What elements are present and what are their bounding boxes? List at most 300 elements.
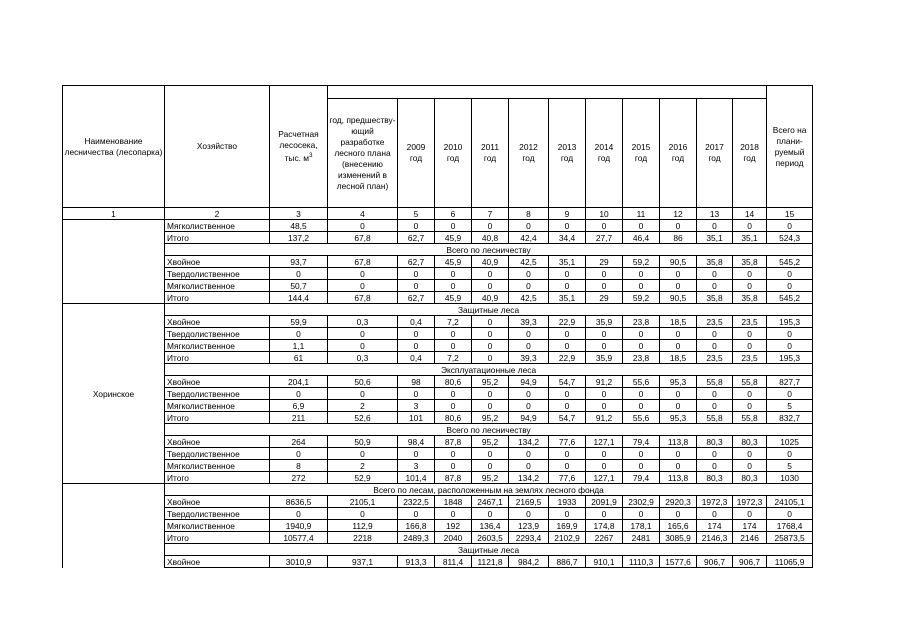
table-row [63, 328, 813, 340]
value-cell: 90,5 [660, 292, 697, 304]
value-cell: 0 [767, 328, 813, 340]
value-cell: 80,6 [435, 376, 472, 388]
value-cell: 0 [549, 268, 586, 280]
value-cell: 0 [733, 268, 767, 280]
value-cell: 0 [328, 220, 398, 232]
value-cell: 0 [509, 388, 549, 400]
value-cell: 0 [549, 388, 586, 400]
value-cell: 0 [697, 220, 733, 232]
value-cell: 80,3 [733, 472, 767, 484]
header-year-2009 [398, 99, 435, 208]
value-cell: 45,9 [435, 292, 472, 304]
value-cell: 0 [509, 508, 549, 520]
value-cell: 0 [398, 280, 435, 292]
value-cell: 79,4 [623, 436, 660, 448]
value-cell: 0 [472, 460, 509, 472]
value-cell: 0 [398, 448, 435, 460]
column-number: 4 [328, 208, 398, 220]
value-cell: 94,9 [509, 412, 549, 424]
value-cell: 2102,9 [549, 532, 586, 544]
value-cell: 18,5 [660, 316, 697, 328]
economy-type-cell: Хвойное [165, 256, 270, 268]
value-cell: 0 [398, 268, 435, 280]
value-cell: 886,7 [549, 556, 586, 568]
header-allowable-cut [270, 86, 328, 208]
value-cell: 0 [623, 460, 660, 472]
value-cell: 906,7 [697, 556, 733, 568]
value-cell: 95,2 [472, 436, 509, 448]
value-cell: 91,2 [586, 376, 623, 388]
year-number: 2011 [480, 142, 499, 152]
value-cell: 54,7 [549, 376, 586, 388]
economy-type-cell: Итого [165, 352, 270, 364]
value-cell: 0 [472, 340, 509, 352]
header-prior-year: год, предшеству-ющий разработке лесного плана (внесению изменений в лесной план) [328, 99, 398, 208]
value-cell: 0 [623, 268, 660, 280]
value-cell: 5 [767, 460, 813, 472]
value-cell: 0 [549, 280, 586, 292]
value-cell: 7,2 [435, 352, 472, 364]
value-cell: 87,8 [435, 472, 472, 484]
value-cell: 832,7 [767, 412, 813, 424]
value-cell: 35,1 [549, 292, 586, 304]
economy-type-cell: Хвойное [165, 316, 270, 328]
value-cell: 0 [472, 508, 509, 520]
value-cell: 80,3 [697, 436, 733, 448]
value-cell: 23,8 [623, 316, 660, 328]
table-body [63, 220, 813, 568]
value-cell: 0 [472, 220, 509, 232]
value-cell: 5 [767, 400, 813, 412]
value-cell: 0 [697, 340, 733, 352]
value-cell: 0 [697, 280, 733, 292]
year-number: 2017 [705, 142, 724, 152]
table-row [63, 220, 813, 232]
table-row [63, 388, 813, 400]
column-number: 15 [767, 208, 813, 220]
value-cell: 62,7 [398, 292, 435, 304]
value-cell: 93,7 [270, 256, 328, 268]
section-label: Защитные леса [165, 304, 813, 316]
value-cell: 2091,9 [586, 496, 623, 508]
value-cell: 35,8 [697, 292, 733, 304]
value-cell: 35,9 [586, 316, 623, 328]
value-cell: 192 [435, 520, 472, 532]
value-cell: 1940,9 [270, 520, 328, 532]
value-cell: 0 [509, 328, 549, 340]
section-label: Защитные леса [165, 544, 813, 556]
value-cell: 0 [623, 328, 660, 340]
value-cell: 80,6 [435, 412, 472, 424]
economy-type-cell: Итого [165, 412, 270, 424]
value-cell: 913,3 [398, 556, 435, 568]
value-cell: 0 [435, 220, 472, 232]
year-number: 2013 [557, 142, 577, 152]
value-cell: 90,5 [660, 256, 697, 268]
value-cell: 0 [472, 448, 509, 460]
value-cell: 0 [472, 400, 509, 412]
value-cell: 0 [398, 340, 435, 352]
value-cell: 0 [733, 388, 767, 400]
value-cell: 174,8 [586, 520, 623, 532]
value-cell: 42,5 [509, 256, 549, 268]
value-cell: 0 [586, 400, 623, 412]
value-cell: 2105,1 [328, 496, 398, 508]
header-year-2012 [509, 99, 549, 208]
value-cell: 52,6 [328, 412, 398, 424]
value-cell: 0 [733, 340, 767, 352]
value-cell: 0 [398, 508, 435, 520]
year-suffix: год [743, 153, 756, 163]
table-row [63, 460, 813, 472]
value-cell: 0 [623, 340, 660, 352]
value-cell: 86 [660, 232, 697, 244]
value-cell: 0 [660, 448, 697, 460]
value-cell: 0 [435, 508, 472, 520]
value-cell: 0 [697, 460, 733, 472]
value-cell: 0 [328, 268, 398, 280]
header-forestry-name: Наименование лесничества (лесопарка) [63, 86, 165, 208]
value-cell: 23,5 [733, 316, 767, 328]
value-cell: 0 [435, 448, 472, 460]
value-cell: 1025 [767, 436, 813, 448]
value-cell: 0 [472, 328, 509, 340]
value-cell: 0 [549, 448, 586, 460]
value-cell: 29 [586, 292, 623, 304]
value-cell: 0 [509, 280, 549, 292]
year-suffix: год [560, 153, 574, 163]
value-cell: 2603,5 [472, 532, 509, 544]
value-cell: 0 [767, 340, 813, 352]
year-suffix: год [446, 153, 460, 163]
year-number: 2016 [668, 142, 688, 152]
value-cell: 0 [328, 508, 398, 520]
value-cell: 0 [660, 280, 697, 292]
economy-type-cell: Твердолиственное [165, 388, 270, 400]
value-cell: 2302,9 [623, 496, 660, 508]
allowable-cut-sup: 3 [309, 153, 313, 160]
table-row [63, 436, 813, 448]
value-cell: 2218 [328, 532, 398, 544]
value-cell: 46,4 [623, 232, 660, 244]
value-cell: 23,5 [697, 316, 733, 328]
value-cell: 0 [549, 508, 586, 520]
economy-type-cell: Твердолиственное [165, 448, 270, 460]
value-cell: 0 [660, 268, 697, 280]
value-cell: 39,3 [509, 316, 549, 328]
value-cell: 134,2 [509, 472, 549, 484]
value-cell: 211 [270, 412, 328, 424]
economy-type-cell: Хвойное [165, 556, 270, 568]
value-cell: 0 [586, 220, 623, 232]
value-cell: 8636,5 [270, 496, 328, 508]
value-cell: 811,4 [435, 556, 472, 568]
year-suffix: год [409, 153, 423, 163]
value-cell: 22,9 [549, 352, 586, 364]
value-cell: 0 [472, 388, 509, 400]
value-cell: 906,7 [733, 556, 767, 568]
value-cell: 95,3 [660, 376, 697, 388]
table-row [63, 280, 813, 292]
value-cell: 0 [733, 328, 767, 340]
value-cell: 50,9 [328, 436, 398, 448]
value-cell: 0 [509, 268, 549, 280]
value-cell: 27,7 [586, 232, 623, 244]
value-cell: 0 [435, 268, 472, 280]
year-suffix: год [483, 153, 497, 163]
value-cell: 545,2 [767, 256, 813, 268]
table-row [63, 400, 813, 412]
value-cell: 101,4 [398, 472, 435, 484]
year-suffix: год [634, 153, 648, 163]
header-year-2013 [549, 99, 586, 208]
column-number: 7 [472, 208, 509, 220]
header-year-2018 [733, 99, 767, 208]
value-cell: 35,1 [733, 232, 767, 244]
value-cell: 55,6 [623, 412, 660, 424]
value-cell: 61 [270, 352, 328, 364]
value-cell: 123,9 [509, 520, 549, 532]
value-cell: 0 [660, 340, 697, 352]
value-cell: 18,5 [660, 352, 697, 364]
value-cell: 2920,3 [660, 496, 697, 508]
section-row [63, 364, 813, 376]
value-cell: 0 [660, 220, 697, 232]
value-cell: 23,5 [697, 352, 733, 364]
value-cell: 42,5 [509, 292, 549, 304]
value-cell: 0 [270, 388, 328, 400]
year-number: 2010 [443, 142, 463, 152]
value-cell: 0 [697, 508, 733, 520]
section-label: Всего по лесничеству [165, 424, 813, 436]
value-cell: 2146,3 [697, 532, 733, 544]
value-cell: 134,2 [509, 436, 549, 448]
value-cell: 0 [767, 388, 813, 400]
value-cell: 0 [549, 328, 586, 340]
value-cell: 0 [660, 508, 697, 520]
value-cell: 0 [398, 388, 435, 400]
value-cell: 984,2 [509, 556, 549, 568]
value-cell: 1110,3 [623, 556, 660, 568]
economy-type-cell: Твердолиственное [165, 268, 270, 280]
value-cell: 178,1 [623, 520, 660, 532]
header-year-2015 [623, 99, 660, 208]
value-cell: 62,7 [398, 232, 435, 244]
value-cell: 2322,5 [398, 496, 435, 508]
economy-type-cell: Итого [165, 472, 270, 484]
year-suffix: год [522, 153, 535, 163]
section-label: Всего по лесам, расположенным на землях лесного фонда [165, 484, 813, 496]
value-cell: 169,9 [549, 520, 586, 532]
value-cell: 0 [623, 400, 660, 412]
value-cell: 0 [435, 400, 472, 412]
value-cell: 0 [435, 388, 472, 400]
value-cell: 59,9 [270, 316, 328, 328]
value-cell: 59,2 [623, 292, 660, 304]
column-number: 11 [623, 208, 660, 220]
value-cell: 112,9 [328, 520, 398, 532]
column-number: 3 [270, 208, 328, 220]
forest-plan-table [62, 85, 813, 568]
section-row [63, 304, 813, 316]
section-row [63, 484, 813, 496]
value-cell: 136,4 [472, 520, 509, 532]
value-cell: 1933 [549, 496, 586, 508]
table-row [63, 532, 813, 544]
value-cell: 113,8 [660, 436, 697, 448]
column-number: 1 [63, 208, 165, 220]
value-cell: 0 [660, 388, 697, 400]
value-cell: 272 [270, 472, 328, 484]
header-total: Всего на плани-руемый период [767, 86, 813, 208]
value-cell: 937,1 [328, 556, 398, 568]
value-cell: 42,4 [509, 232, 549, 244]
value-cell: 0 [586, 340, 623, 352]
value-cell: 0 [435, 280, 472, 292]
value-cell: 45,9 [435, 256, 472, 268]
column-number: 5 [398, 208, 435, 220]
value-cell: 0 [509, 340, 549, 352]
value-cell: 0 [697, 388, 733, 400]
economy-type-cell: Итого [165, 532, 270, 544]
value-cell: 87,8 [435, 436, 472, 448]
value-cell: 50,7 [270, 280, 328, 292]
value-cell: 6,9 [270, 400, 328, 412]
value-cell: 0 [767, 280, 813, 292]
column-number: 9 [549, 208, 586, 220]
value-cell: 0 [328, 448, 398, 460]
value-cell: 113,8 [660, 472, 697, 484]
value-cell: 0 [435, 340, 472, 352]
value-cell: 98,4 [398, 436, 435, 448]
section-label: Всего по лесничеству [165, 244, 813, 256]
value-cell: 0 [435, 460, 472, 472]
economy-type-cell: Хвойное [165, 496, 270, 508]
value-cell: 0 [623, 220, 660, 232]
value-cell: 3010,9 [270, 556, 328, 568]
value-cell: 0 [767, 448, 813, 460]
value-cell: 0 [398, 220, 435, 232]
value-cell: 45,9 [435, 232, 472, 244]
value-cell: 165,6 [660, 520, 697, 532]
value-cell: 0 [270, 268, 328, 280]
value-cell: 95,2 [472, 376, 509, 388]
value-cell: 55,6 [623, 376, 660, 388]
value-cell: 2169,5 [509, 496, 549, 508]
header-year-2014 [586, 99, 623, 208]
value-cell: 52,9 [328, 472, 398, 484]
value-cell: 0 [549, 340, 586, 352]
year-suffix: год [671, 153, 685, 163]
value-cell: 80,3 [697, 472, 733, 484]
column-number: 10 [586, 208, 623, 220]
column-number: 2 [165, 208, 270, 220]
section-row [63, 424, 813, 436]
value-cell: 2040 [435, 532, 472, 544]
table-row [63, 256, 813, 268]
economy-type-cell: Мягколиственное [165, 520, 270, 532]
value-cell: 1972,3 [733, 496, 767, 508]
value-cell: 0 [767, 508, 813, 520]
value-cell: 204,1 [270, 376, 328, 388]
value-cell: 98 [398, 376, 435, 388]
value-cell: 0 [472, 268, 509, 280]
column-number: 14 [733, 208, 767, 220]
value-cell: 23,5 [733, 352, 767, 364]
table-row [63, 556, 813, 568]
value-cell: 0 [733, 220, 767, 232]
section-label: Эксплуатационные леса [165, 364, 813, 376]
economy-type-cell: Мягколиственное [165, 340, 270, 352]
table-row [63, 316, 813, 328]
value-cell: 2 [328, 460, 398, 472]
value-cell: 0 [549, 400, 586, 412]
value-cell: 0 [328, 328, 398, 340]
value-cell: 7,2 [435, 316, 472, 328]
economy-type-cell: Хвойное [165, 436, 270, 448]
forestry-name-cell: Хоринское [63, 304, 165, 484]
economy-type-cell: Итого [165, 232, 270, 244]
value-cell: 0 [270, 508, 328, 520]
value-cell: 35,8 [697, 256, 733, 268]
year-suffix: год [597, 153, 611, 163]
forestry-name-cell [63, 220, 165, 304]
value-cell: 0 [697, 448, 733, 460]
value-cell: 545,2 [767, 292, 813, 304]
table-row [63, 376, 813, 388]
value-cell: 0 [586, 388, 623, 400]
value-cell: 0,4 [398, 316, 435, 328]
value-cell: 0 [733, 400, 767, 412]
allowable-cut-label: Расчетная лесосека, тыс. м [278, 129, 319, 163]
value-cell: 2481 [623, 532, 660, 544]
value-cell: 59,2 [623, 256, 660, 268]
value-cell: 40,9 [472, 292, 509, 304]
value-cell: 0 [328, 388, 398, 400]
value-cell: 0,3 [328, 352, 398, 364]
value-cell: 1121,8 [472, 556, 509, 568]
value-cell: 0 [733, 508, 767, 520]
value-cell: 524,3 [767, 232, 813, 244]
year-suffix: год [708, 153, 721, 163]
value-cell: 127,1 [586, 436, 623, 448]
value-cell: 34,4 [549, 232, 586, 244]
column-number: 6 [435, 208, 472, 220]
value-cell: 48,5 [270, 220, 328, 232]
value-cell: 174 [697, 520, 733, 532]
value-cell: 0 [435, 328, 472, 340]
value-cell: 95,2 [472, 472, 509, 484]
value-cell: 2267 [586, 532, 623, 544]
economy-type-cell: Итого [165, 292, 270, 304]
value-cell: 0 [623, 280, 660, 292]
value-cell: 0 [697, 400, 733, 412]
value-cell: 0 [509, 400, 549, 412]
value-cell: 0 [586, 328, 623, 340]
value-cell: 0 [660, 400, 697, 412]
value-cell: 0,3 [328, 316, 398, 328]
header-year-2017 [697, 99, 733, 208]
value-cell: 55,8 [733, 412, 767, 424]
value-cell: 0 [623, 388, 660, 400]
value-cell: 1972,3 [697, 496, 733, 508]
value-cell: 0 [549, 460, 586, 472]
year-number: 2015 [631, 142, 651, 152]
value-cell: 0 [697, 328, 733, 340]
value-cell: 35,8 [733, 292, 767, 304]
value-cell: 3085,9 [660, 532, 697, 544]
header-year-2016 [660, 99, 697, 208]
